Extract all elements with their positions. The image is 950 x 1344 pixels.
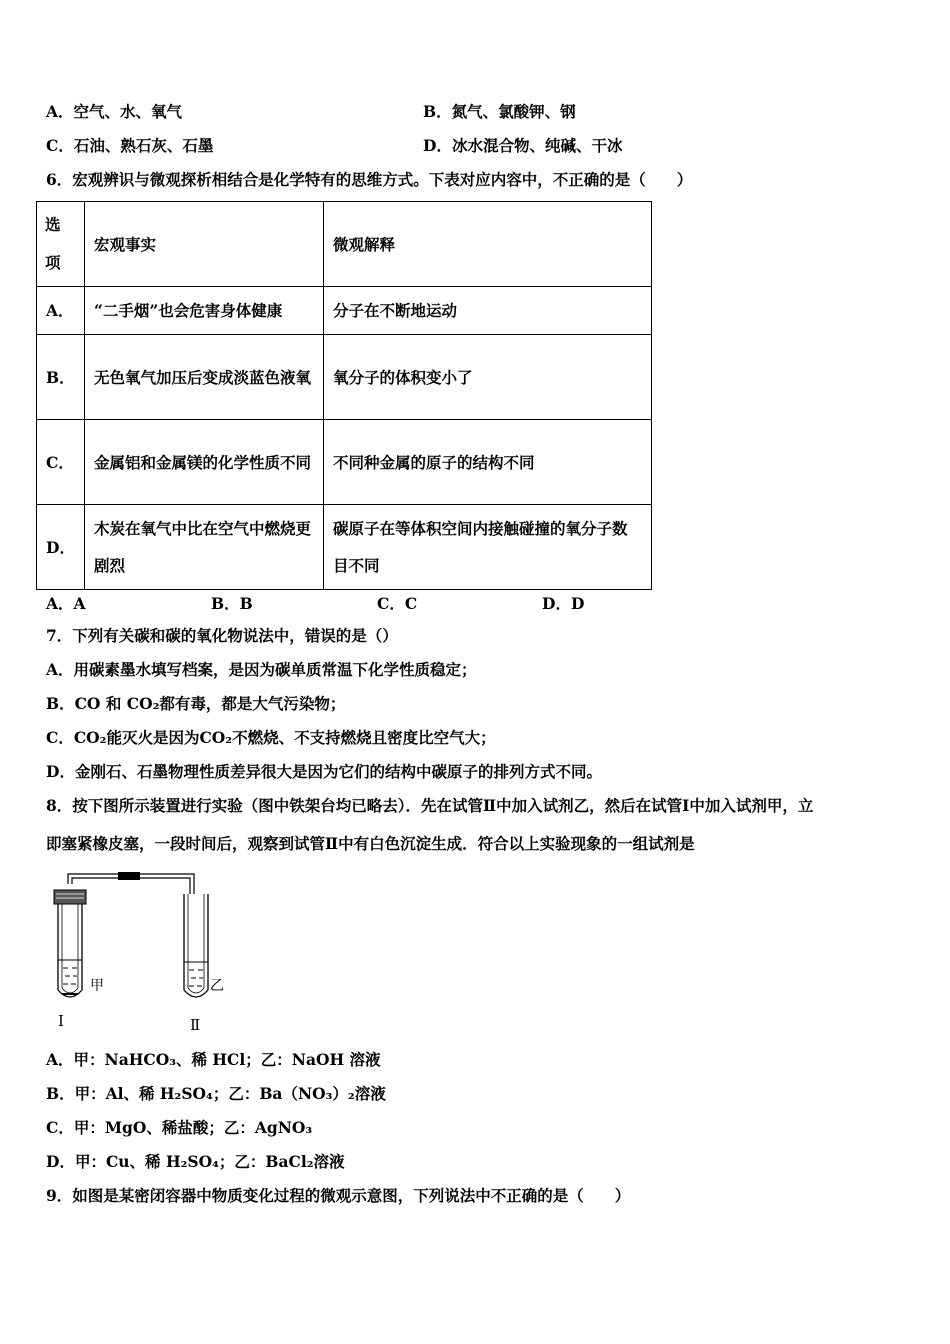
apparatus-diagram xyxy=(44,862,244,1037)
row-b-macro: 无色氧气加压后变成淡蓝色液氧 xyxy=(84,335,323,420)
table-row xyxy=(37,335,652,420)
row-c-option: C． xyxy=(37,420,85,505)
q6-option-b: B．B xyxy=(211,594,253,613)
q5-option-d: D．冰水混合物、纯碱、干冰 xyxy=(423,136,623,155)
table-row xyxy=(37,505,652,590)
q8-option-c: C．甲：MgO、稀盐酸；乙：AgNO₃ xyxy=(46,1118,313,1137)
table-row xyxy=(37,420,652,505)
row-d-macro: 木炭在氧气中比在空气中燃烧更剧烈 xyxy=(84,505,323,590)
q6-option-a: A．A xyxy=(46,594,86,613)
rubber-stopper xyxy=(54,890,86,904)
q8-option-a: A．甲：NaHCO₃、稀 HCl；乙：NaOH 溶液 xyxy=(46,1050,381,1069)
row-a-micro: 分子在不断地运动 xyxy=(323,287,651,335)
q6-option-d: D．D xyxy=(542,594,585,613)
label-tube-2: Ⅱ xyxy=(190,1016,201,1034)
q9-stem: 9．如图是某密闭容器中物质变化过程的微观示意图，下列说法中不正确的是（ ） xyxy=(46,1186,631,1205)
row-c-macro: 金属铝和金属镁的化学性质不同 xyxy=(84,420,323,505)
q6-option-c: C．C xyxy=(377,594,418,613)
q8-option-d: D．甲：Cu、稀 H₂SO₄；乙：BaCl₂溶液 xyxy=(46,1152,345,1171)
q8-stem-line-2: 即塞紧橡皮塞，一段时间后，观察到试管Ⅱ中有白色沉淀生成．符合以上实验现象的一组试剂是 xyxy=(46,834,695,853)
q5-row-1 xyxy=(46,102,576,122)
q5-option-a: A．空气、水、氧气 xyxy=(46,102,183,121)
q5-option-b: B．氮气、氯酸钾、钢 xyxy=(423,102,576,121)
q6-stem: 6．宏观辨识与微观探析相结合是化学特有的思维方式。下表对应内容中，不正确的是（ ） xyxy=(46,170,693,189)
header-micro: 微观解释 xyxy=(323,202,651,287)
q7-option-c: C．CO₂能灭火是因为CO₂不燃烧、不支持燃烧且密度比空气大； xyxy=(46,728,496,747)
table-header-row xyxy=(37,202,652,287)
label-tube-1: Ⅰ xyxy=(58,1012,64,1030)
row-b-option: B． xyxy=(37,335,85,420)
q6-table xyxy=(36,201,652,590)
label-yi: 乙 xyxy=(210,978,224,994)
row-d-micro: 碳原子在等体积空间内接触碰撞的氧分子数目不同 xyxy=(323,505,651,590)
q8-stem-line-1: 8．按下图所示装置进行实验（图中铁架台均已略去）．先在试管Ⅱ中加入试剂乙，然后在试管Ⅰ中加入试剂甲，立 xyxy=(46,796,814,815)
q7-stem: 7．下列有关碳和碳的氧化物说法中，错误的是（） xyxy=(46,626,398,645)
q5-row-2 xyxy=(46,136,623,156)
tube-clamp xyxy=(118,872,140,880)
row-b-micro: 氧分子的体积变小了 xyxy=(323,335,651,420)
row-c-micro: 不同种金属的原子的结构不同 xyxy=(323,420,651,505)
table-row xyxy=(37,287,652,335)
row-a-option: A． xyxy=(37,287,85,335)
row-a-macro: “二手烟”也会危害身体健康 xyxy=(84,287,323,335)
q5-option-c: C．石油、熟石灰、石墨 xyxy=(46,136,214,155)
q7-option-b: B．CO 和 CO₂都有毒，都是大气污染物； xyxy=(46,694,346,713)
q8-option-b: B．甲：Al、稀 H₂SO₄；乙：Ba（NO₃）₂溶液 xyxy=(46,1084,386,1103)
row-d-option: D． xyxy=(37,505,85,590)
header-option: 选项 xyxy=(37,202,85,287)
q7-option-a: A．用碳素墨水填写档案，是因为碳单质常温下化学性质稳定； xyxy=(46,660,477,679)
q7-option-d: D．金刚石、石墨物理性质差异很大是因为它们的结构中碳原子的排列方式不同。 xyxy=(46,762,602,781)
label-jia: 甲 xyxy=(90,978,104,994)
header-macro: 宏观事实 xyxy=(84,202,323,287)
